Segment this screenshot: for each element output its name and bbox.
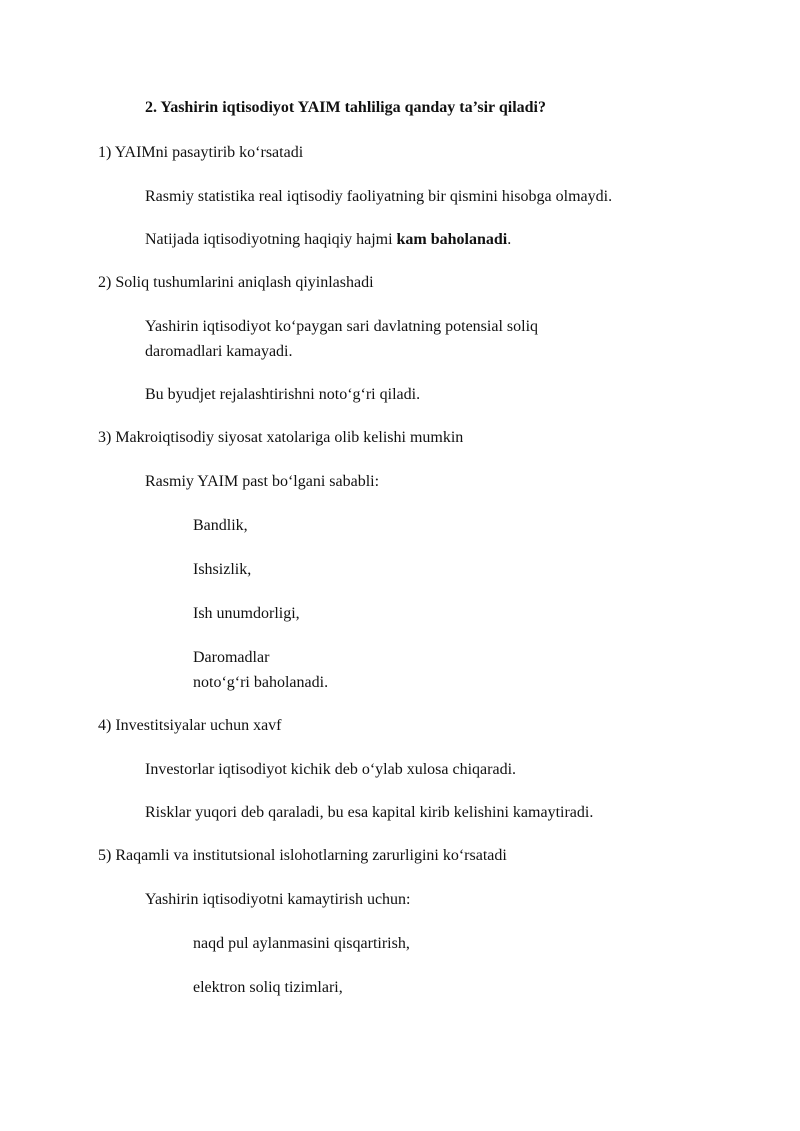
section-3-title: 3) Makroiqtisodiy siyosat xatolariga olib kelishi mumkin	[98, 429, 464, 446]
section-2-paragraph-2: Bu byudjet rejalashtirishni noto‘g‘ri qiladi.	[145, 386, 421, 403]
section-2-paragraph-1-line-1: Yashirin iqtisodiyot ko‘paygan sari davlatning potensial soliq	[145, 318, 539, 335]
section-3-paragraph-1: Rasmiy YAIM past bo‘lgani sababli:	[145, 473, 380, 490]
emphasis-text: kam baholanadi	[396, 231, 508, 248]
section-1-title: 1) YAIMni pasaytirib ko‘rsatadi	[98, 144, 304, 161]
paragraph-text-end: .	[507, 231, 512, 248]
section-4-title: 4) Investitsiyalar uchun xavf	[98, 717, 282, 734]
section-1-paragraph-1: Rasmiy statistika real iqtisodiy faoliyatning bir qismini hisobga olmaydi.	[145, 188, 613, 205]
list-item: Daromadlar	[193, 649, 270, 666]
list-item: Bandlik,	[193, 517, 248, 534]
paragraph-text: Natijada iqtisodiyotning haqiqiy hajmi	[145, 231, 397, 248]
list-item-tail: noto‘g‘ri baholanadi.	[193, 674, 329, 691]
list-item: elektron soliq tizimlari,	[193, 979, 343, 996]
section-heading: 2. Yashirin iqtisodiyot YAIM tahliliga qanday ta’sir qiladi?	[145, 99, 546, 116]
section-2-title: 2) Soliq tushumlarini aniqlash qiyinlashadi	[98, 274, 374, 291]
section-5-paragraph-1: Yashirin iqtisodiyotni kamaytirish uchun:	[145, 891, 411, 908]
section-2-paragraph-1-line-2: daromadlari kamayadi.	[145, 343, 293, 360]
list-item: Ish unumdorligi,	[193, 605, 300, 622]
section-4-paragraph-2: Risklar yuqori deb qaraladi, bu esa kapital kirib kelishini kamaytiradi.	[145, 804, 594, 821]
section-5-title: 5) Raqamli va institutsional islohotlarning zarurligini ko‘rsatadi	[98, 847, 507, 864]
list-item: Ishsizlik,	[193, 561, 252, 578]
section-1-paragraph-2	[145, 230, 511, 250]
section-4-paragraph-1: Investorlar iqtisodiyot kichik deb o‘ylab xulosa chiqaradi.	[145, 761, 517, 778]
list-item: naqd pul aylanmasini qisqartirish,	[193, 935, 410, 952]
